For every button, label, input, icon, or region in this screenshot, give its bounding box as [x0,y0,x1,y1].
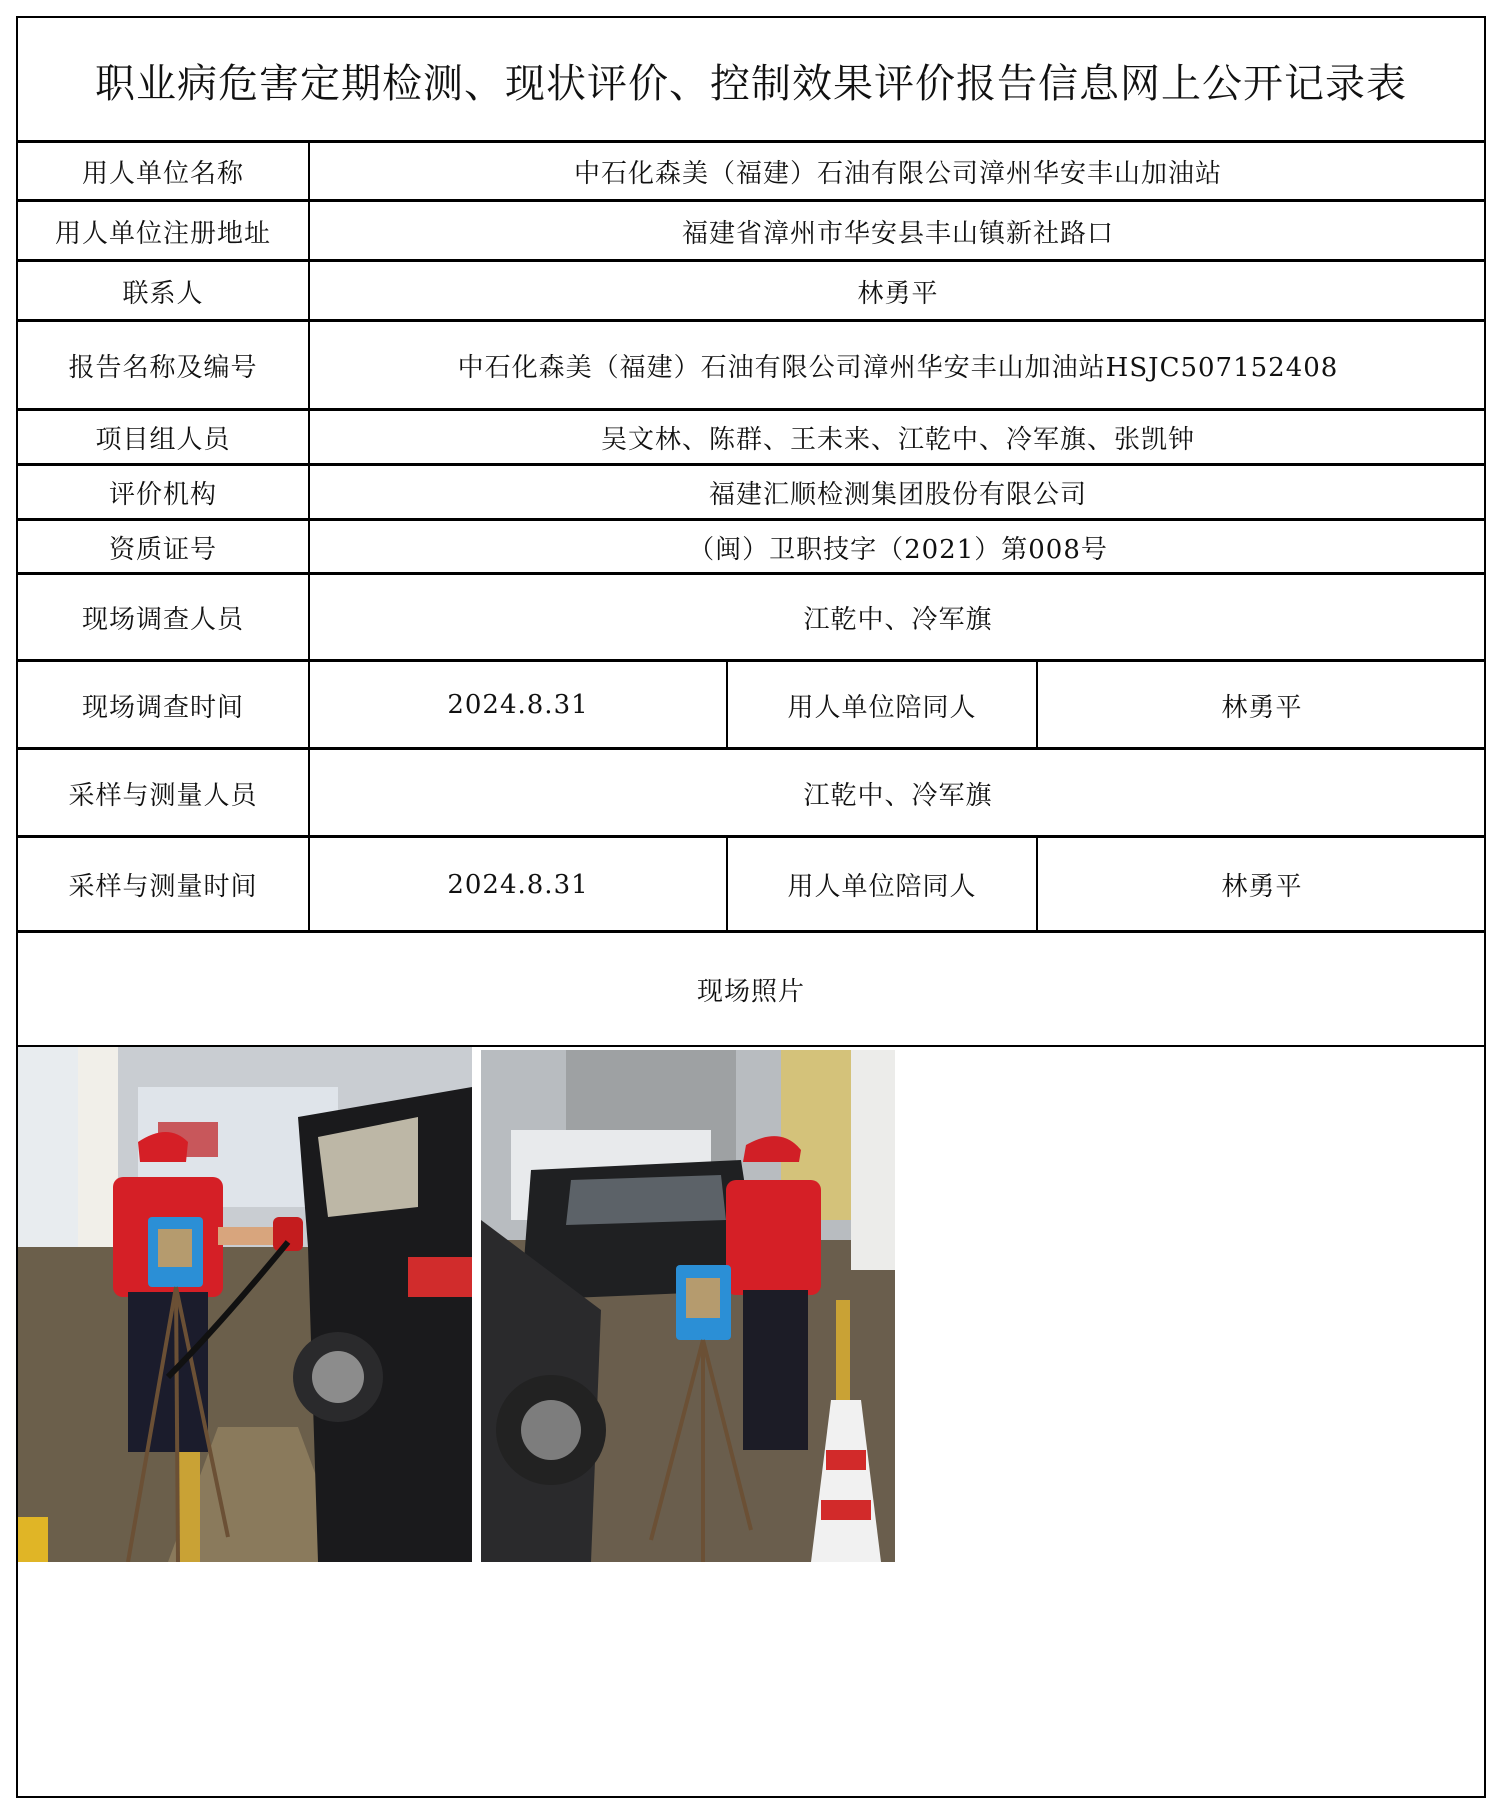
survey-staff-value: 江乾中、冷军旗 [803,605,993,635]
sampling-time-label: 采样与测量时间 [68,872,258,902]
agency-label: 评价机构 [108,480,217,510]
project-team-label: 项目组人员 [95,425,231,455]
agency-value: 福建汇顺检测集团股份有限公司 [708,480,1087,510]
report-value: 中石化森美（福建）石油有限公司漳州华安丰山加油站HSJC507152408 [457,353,1339,383]
report-label: 报告名称及编号 [68,353,258,383]
employer-address-value: 福建省漳州市华安县丰山镇新社路口 [681,218,1114,249]
certificate-value: （闽）卫职技字（2021）第008号 [688,534,1108,565]
contact-value: 林勇平 [857,278,939,309]
survey-time-value: 2024.8.31 [447,690,589,720]
survey-staff-label: 现场调查人员 [81,605,244,635]
sampling-staff-label: 采样与测量人员 [68,780,258,811]
sampling-companion-label: 用人单位陪同人 [787,872,977,902]
certificate-label: 资质证号 [108,534,217,565]
employer-address-label: 用人单位注册地址 [54,218,271,249]
photo-refueling-scene-1 [18,1047,472,1562]
photo-refueling-scene-2 [481,1050,895,1562]
survey-time-label: 现场调查时间 [81,692,244,723]
site-photo-1 [18,1047,472,1562]
employer-name-value: 中石化森美（福建）石油有限公司漳州华安丰山加油站 [573,158,1222,189]
contact-label: 联系人 [122,278,204,309]
survey-companion-label: 用人单位陪同人 [787,692,977,723]
survey-companion-value: 林勇平 [1221,692,1303,723]
sampling-companion-value: 林勇平 [1221,872,1303,902]
page-title: 职业病危害定期检测、现状评价、控制效果评价报告信息网上公开记录表 [95,60,1407,107]
record-table [16,16,1486,1798]
site-photo-2 [481,1050,895,1562]
employer-name-label: 用人单位名称 [81,158,244,189]
sampling-time-value: 2024.8.31 [447,869,589,900]
project-team-value: 吴文林、陈群、王未来、江乾中、冷军旗、张凯钟 [600,425,1195,455]
sampling-staff-value: 江乾中、冷军旗 [803,780,993,811]
photos-label: 现场照片 [696,976,805,1007]
